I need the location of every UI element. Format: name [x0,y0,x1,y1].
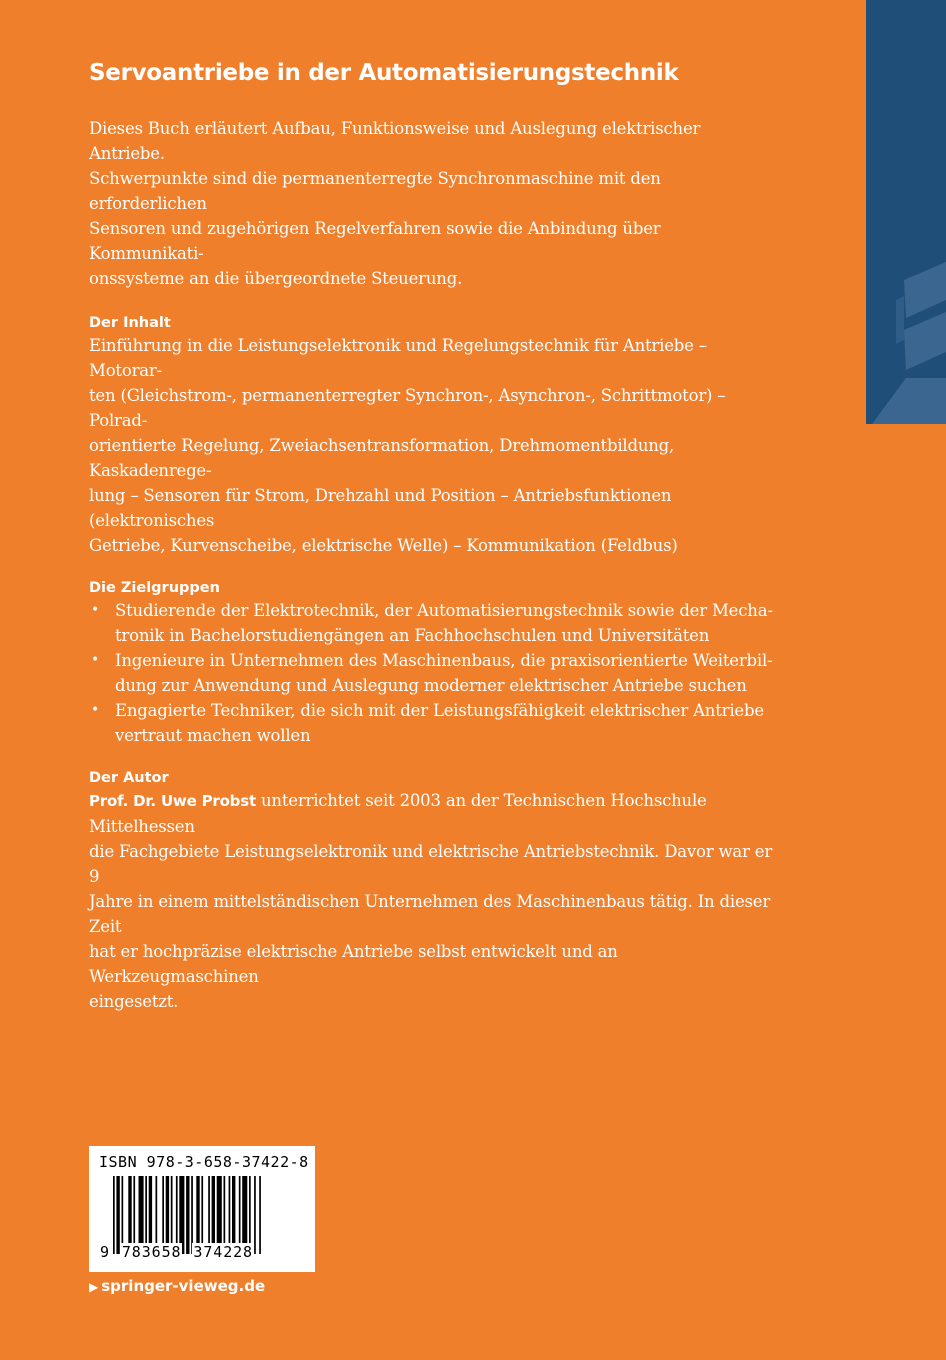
list-item-line: Engagierte Techniker, die sich mit der Leistungsfähigkeit elektrischer Antriebe [115,701,764,720]
list-item [89,648,779,698]
autor-line: Jahre in einem mittelständischen Unternehmen des Maschinenbaus tätig. In dieser Zeit [89,892,771,936]
section-heading-inhalt: Der Inhalt [89,315,171,331]
barcode-bar [259,1176,261,1254]
inhalt-line: Einführung in die Leistungselektronik und Regelungstechnik für Antriebe – Motorar- [89,336,707,380]
autor-line: eingesetzt. [89,992,179,1011]
list-item-line: vertraut machen wollen [115,726,311,745]
autor-paragraph [89,788,779,1014]
inhalt-line: orientierte Regelung, Zweiachsentransformation, Drehmomentbildung, Kaskadenrege- [89,436,675,480]
barcode-bar [254,1176,256,1254]
intro-line: onssysteme an die übergeordnete Steuerung. [89,269,463,288]
inhalt-paragraph [89,333,779,558]
arrow-right-icon: ▶ [89,1280,99,1294]
publisher-url: springer-vieweg.de [101,1277,266,1295]
section-heading-autor: Der Autor [89,770,169,786]
book-title: Servoantriebe in der Automatisierungstechnik [89,60,679,86]
barcode-digit-group-right: 374228 [193,1243,253,1261]
isbn-barcode-box [89,1146,315,1272]
list-item [89,598,779,648]
barcode-digit-group-left: 783658 [121,1243,182,1261]
isbn-label: ISBN 978-3-658-37422-8 [99,1153,309,1171]
autor-line: die Fachgebiete Leistungselektronik und elektrische Antriebstechnik. Davor war er 9 [89,842,773,886]
inhalt-line: ten (Gleichstrom-, permanenterregter Synchron-, Asynchron-, Schrittmotor) – Polrad- [89,386,726,430]
list-item-line: Ingenieure in Unternehmen des Maschinenbaus, die praxisorientierte Weiterbil- [115,651,773,670]
back-cover-text [89,60,779,1014]
publisher-link[interactable] [89,1277,265,1295]
autor-line: hat er hochpräzise elektrische Antriebe selbst entwickelt und an Werkzeugmaschinen [89,942,618,986]
zielgruppen-list [89,598,779,748]
bullet-icon: • [91,702,100,718]
section-heading-zielgruppen: Die Zielgruppen [89,580,220,596]
list-item-line: dung zur Anwendung und Auslegung moderner elektrischer Antriebe suchen [115,676,747,695]
list-item [89,698,779,748]
intro-line: Dieses Buch erläutert Aufbau, Funktionsweise und Auslegung elektrischer Antriebe. [89,119,701,163]
author-name: Prof. Dr. Uwe Probst [89,792,256,810]
barcode-digits [99,1243,254,1261]
autor-line: unterrichtet seit 2003 an der Technischen Hochschule Mittelhessen [89,791,707,836]
bullet-icon: • [91,652,100,668]
barcode-digit-lead: 9 [100,1243,110,1261]
list-item-line: tronik in Bachelorstudiengängen an Fachhochschulen und Universitäten [115,626,710,645]
intro-paragraph [89,116,779,291]
cover-spine-band [866,0,946,424]
bullet-icon: • [91,602,100,618]
list-item-line: Studierende der Elektrotechnik, der Automatisierungstechnik sowie der Mecha- [115,601,773,620]
intro-line: Schwerpunkte sind die permanenterregte Synchronmaschine mit den erforderlichen [89,169,661,213]
inhalt-line: Getriebe, Kurvenscheibe, elektrische Welle) – Kommunikation (Feldbus) [89,536,678,555]
spine-arrow-graphic [866,0,946,424]
intro-line: Sensoren und zugehörigen Regelverfahren sowie die Anbindung über Kommunikati- [89,219,661,263]
inhalt-line: lung – Sensoren für Strom, Drehzahl und Position – Antriebsfunktionen (elektronisches [89,486,672,530]
